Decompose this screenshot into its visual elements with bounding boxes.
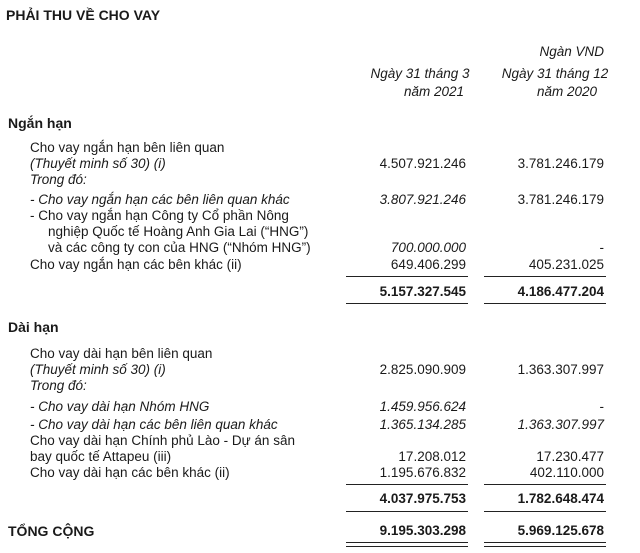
long-term-laos-2021: 17.208.012 <box>398 449 466 464</box>
long-term-laos-label-1: Cho vay dài hạn Chính phủ Lào - Dự án sân <box>30 433 295 448</box>
long-term-hng-2020: - <box>599 399 604 414</box>
short-term-heading: Ngắn hạn <box>8 115 72 131</box>
unit-label: Ngàn VND <box>539 44 604 59</box>
long-term-others-2020: 402.110.000 <box>529 465 604 480</box>
short-term-hng-2020: - <box>599 240 604 255</box>
long-term-laos-label-2: bay quốc tế Attapeu (iii) <box>30 449 172 464</box>
short-term-hng-label-2: nghiệp Quốc tế Hoàng Anh Gia Lai (“HNG”) <box>48 224 309 239</box>
grand-total-label: TỔNG CỘNG <box>8 523 95 539</box>
long-term-sum-line-2021 <box>346 484 468 485</box>
page-title: PHẢI THU VỀ CHO VAY <box>6 7 161 23</box>
column-header-2020-line1: Ngày 31 tháng 12 <box>501 66 609 81</box>
column-header-2021-line2: năm 2021 <box>403 84 465 99</box>
long-term-laos-2020: 17.230.477 <box>536 449 604 464</box>
short-term-total-line-2020 <box>484 303 606 304</box>
short-term-hng-label-1: - Cho vay ngắn hạn Công ty Cổ phần Nông <box>30 208 289 223</box>
grand-total-double-line-2020 <box>484 542 606 547</box>
long-term-others-2021: 1.195.676.832 <box>379 465 466 480</box>
short-term-other-related-2020: 3.781.246.179 <box>517 192 604 207</box>
short-term-hng-2021: 700.000.000 <box>390 240 466 255</box>
short-term-others-2021: 649.406.299 <box>390 257 466 272</box>
grand-total-2020: 5.969.125.678 <box>517 523 604 538</box>
short-term-others-label: Cho vay ngắn hạn các bên khác (ii) <box>30 257 242 272</box>
long-term-total-line-2020 <box>484 511 606 512</box>
short-term-others-2020: 405.231.025 <box>528 257 604 272</box>
long-term-of-which: Trong đó: <box>30 378 87 393</box>
long-term-total-2021: 4.037.975.753 <box>379 491 466 506</box>
long-term-related-label: Cho vay dài hạn bên liên quan <box>30 346 213 361</box>
column-header-2020-line2: năm 2020 <box>536 84 598 99</box>
long-term-others-label: Cho vay dài hạn các bên khác (ii) <box>30 465 230 480</box>
grand-total-double-line-2021 <box>346 542 468 547</box>
long-term-hng-label: - Cho vay dài hạn Nhóm HNG <box>30 399 210 414</box>
short-term-of-which: Trong đó: <box>30 172 87 187</box>
column-header-2021-line1: Ngày 31 tháng 3 <box>370 66 470 81</box>
short-term-related-note: (Thuyết minh số 30) (i) <box>30 156 166 171</box>
short-term-other-related-label: - Cho vay ngắn hạn các bên liên quan khác <box>30 192 290 207</box>
long-term-related-2020: 1.363.307.997 <box>517 362 604 377</box>
short-term-related-label: Cho vay ngắn hạn bên liên quan <box>30 140 225 155</box>
short-term-total-2020: 4.186.477.204 <box>517 284 604 299</box>
short-term-related-2020: 3.781.246.179 <box>517 156 604 171</box>
long-term-other-related-2020: 1.363.307.997 <box>517 417 604 432</box>
long-term-sum-line-2020 <box>484 484 606 485</box>
short-term-sum-line-2020 <box>484 276 606 277</box>
long-term-other-related-label: - Cho vay dài hạn các bên liên quan khác <box>30 417 278 432</box>
long-term-total-line-2021 <box>346 511 468 512</box>
long-term-other-related-2021: 1.365.134.285 <box>379 417 466 432</box>
long-term-related-note: (Thuyết minh số 30) (i) <box>30 362 166 377</box>
long-term-hng-2021: 1.459.956.624 <box>379 399 466 414</box>
long-term-related-2021: 2.825.090.909 <box>379 362 466 377</box>
short-term-sum-line-2021 <box>346 276 468 277</box>
short-term-total-line-2021 <box>346 303 468 304</box>
short-term-hng-label-3: và các công ty con của HNG (“Nhóm HNG”) <box>48 240 311 255</box>
long-term-total-2020: 1.782.648.474 <box>517 491 604 506</box>
long-term-heading: Dài hạn <box>8 319 59 335</box>
short-term-related-2021: 4.507.921.246 <box>379 156 466 171</box>
short-term-total-2021: 5.157.327.545 <box>379 284 466 299</box>
grand-total-2021: 9.195.303.298 <box>379 523 466 538</box>
short-term-other-related-2021: 3.807.921.246 <box>379 192 466 207</box>
